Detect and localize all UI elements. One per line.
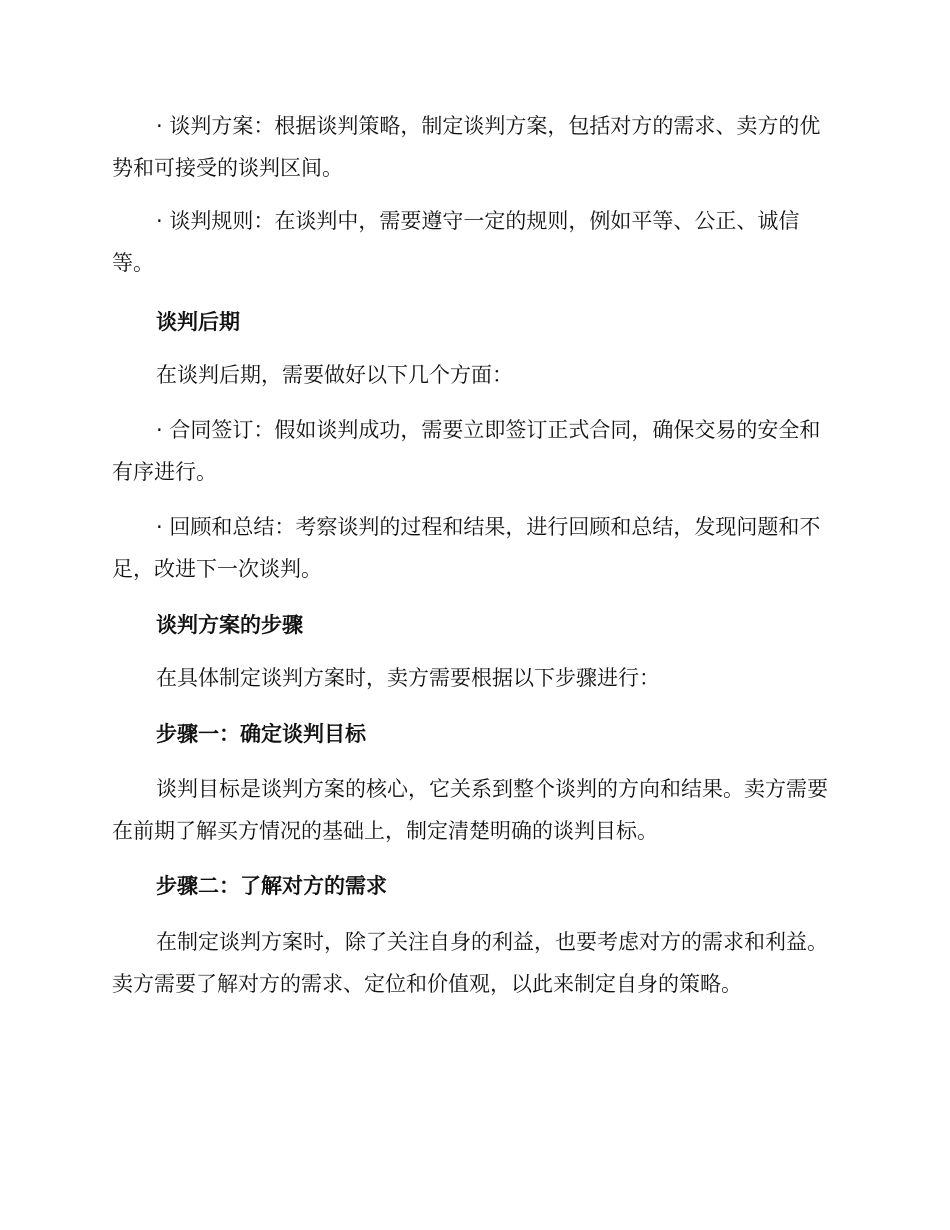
step-heading-2: 步骤二：了解对方的需求 xyxy=(156,874,387,898)
paragraph-step-1: 谈判目标是谈判方案的核心，它关系到整个谈判的方向和结果。卖方需要在前期了解买方情况的基础上，制定清楚明确的谈判目标。 xyxy=(112,777,828,843)
paragraph-plan-steps-intro: 在具体制定谈判方案时，卖方需要根据以下步骤进行： xyxy=(156,666,660,690)
section-heading-plan-steps: 谈判方案的步骤 xyxy=(156,613,303,637)
paragraph-later-stage-intro: 在谈判后期，需要做好以下几个方面： xyxy=(156,363,513,387)
paragraph-step-2: 在制定谈判方案时，除了关注自身的利益，也要考虑对方的需求和利益。卖方需要了解对方的需求、定位和价值观，以此来制定自身的策略。 xyxy=(112,930,828,996)
bullet-review-summary: · 回顾和总结：考察谈判的过程和结果，进行回顾和总结，发现问题和不足，改进下一次谈判。 xyxy=(112,515,821,581)
bullet-contract-signing: · 合同签订：假如谈判成功，需要立即签订正式合同，确保交易的安全和有序进行。 xyxy=(112,418,821,484)
bullet-negotiation-rules: · 谈判规则：在谈判中，需要遵守一定的规则，例如平等、公正、诚信等。 xyxy=(112,209,800,275)
bullet-negotiation-plan: · 谈判方案：根据谈判策略，制定谈判方案，包括对方的需求、卖方的优势和可接受的谈判区间。 xyxy=(112,114,821,180)
step-heading-1: 步骤一：确定谈判目标 xyxy=(156,722,366,746)
section-heading-later-stage: 谈判后期 xyxy=(156,310,240,334)
